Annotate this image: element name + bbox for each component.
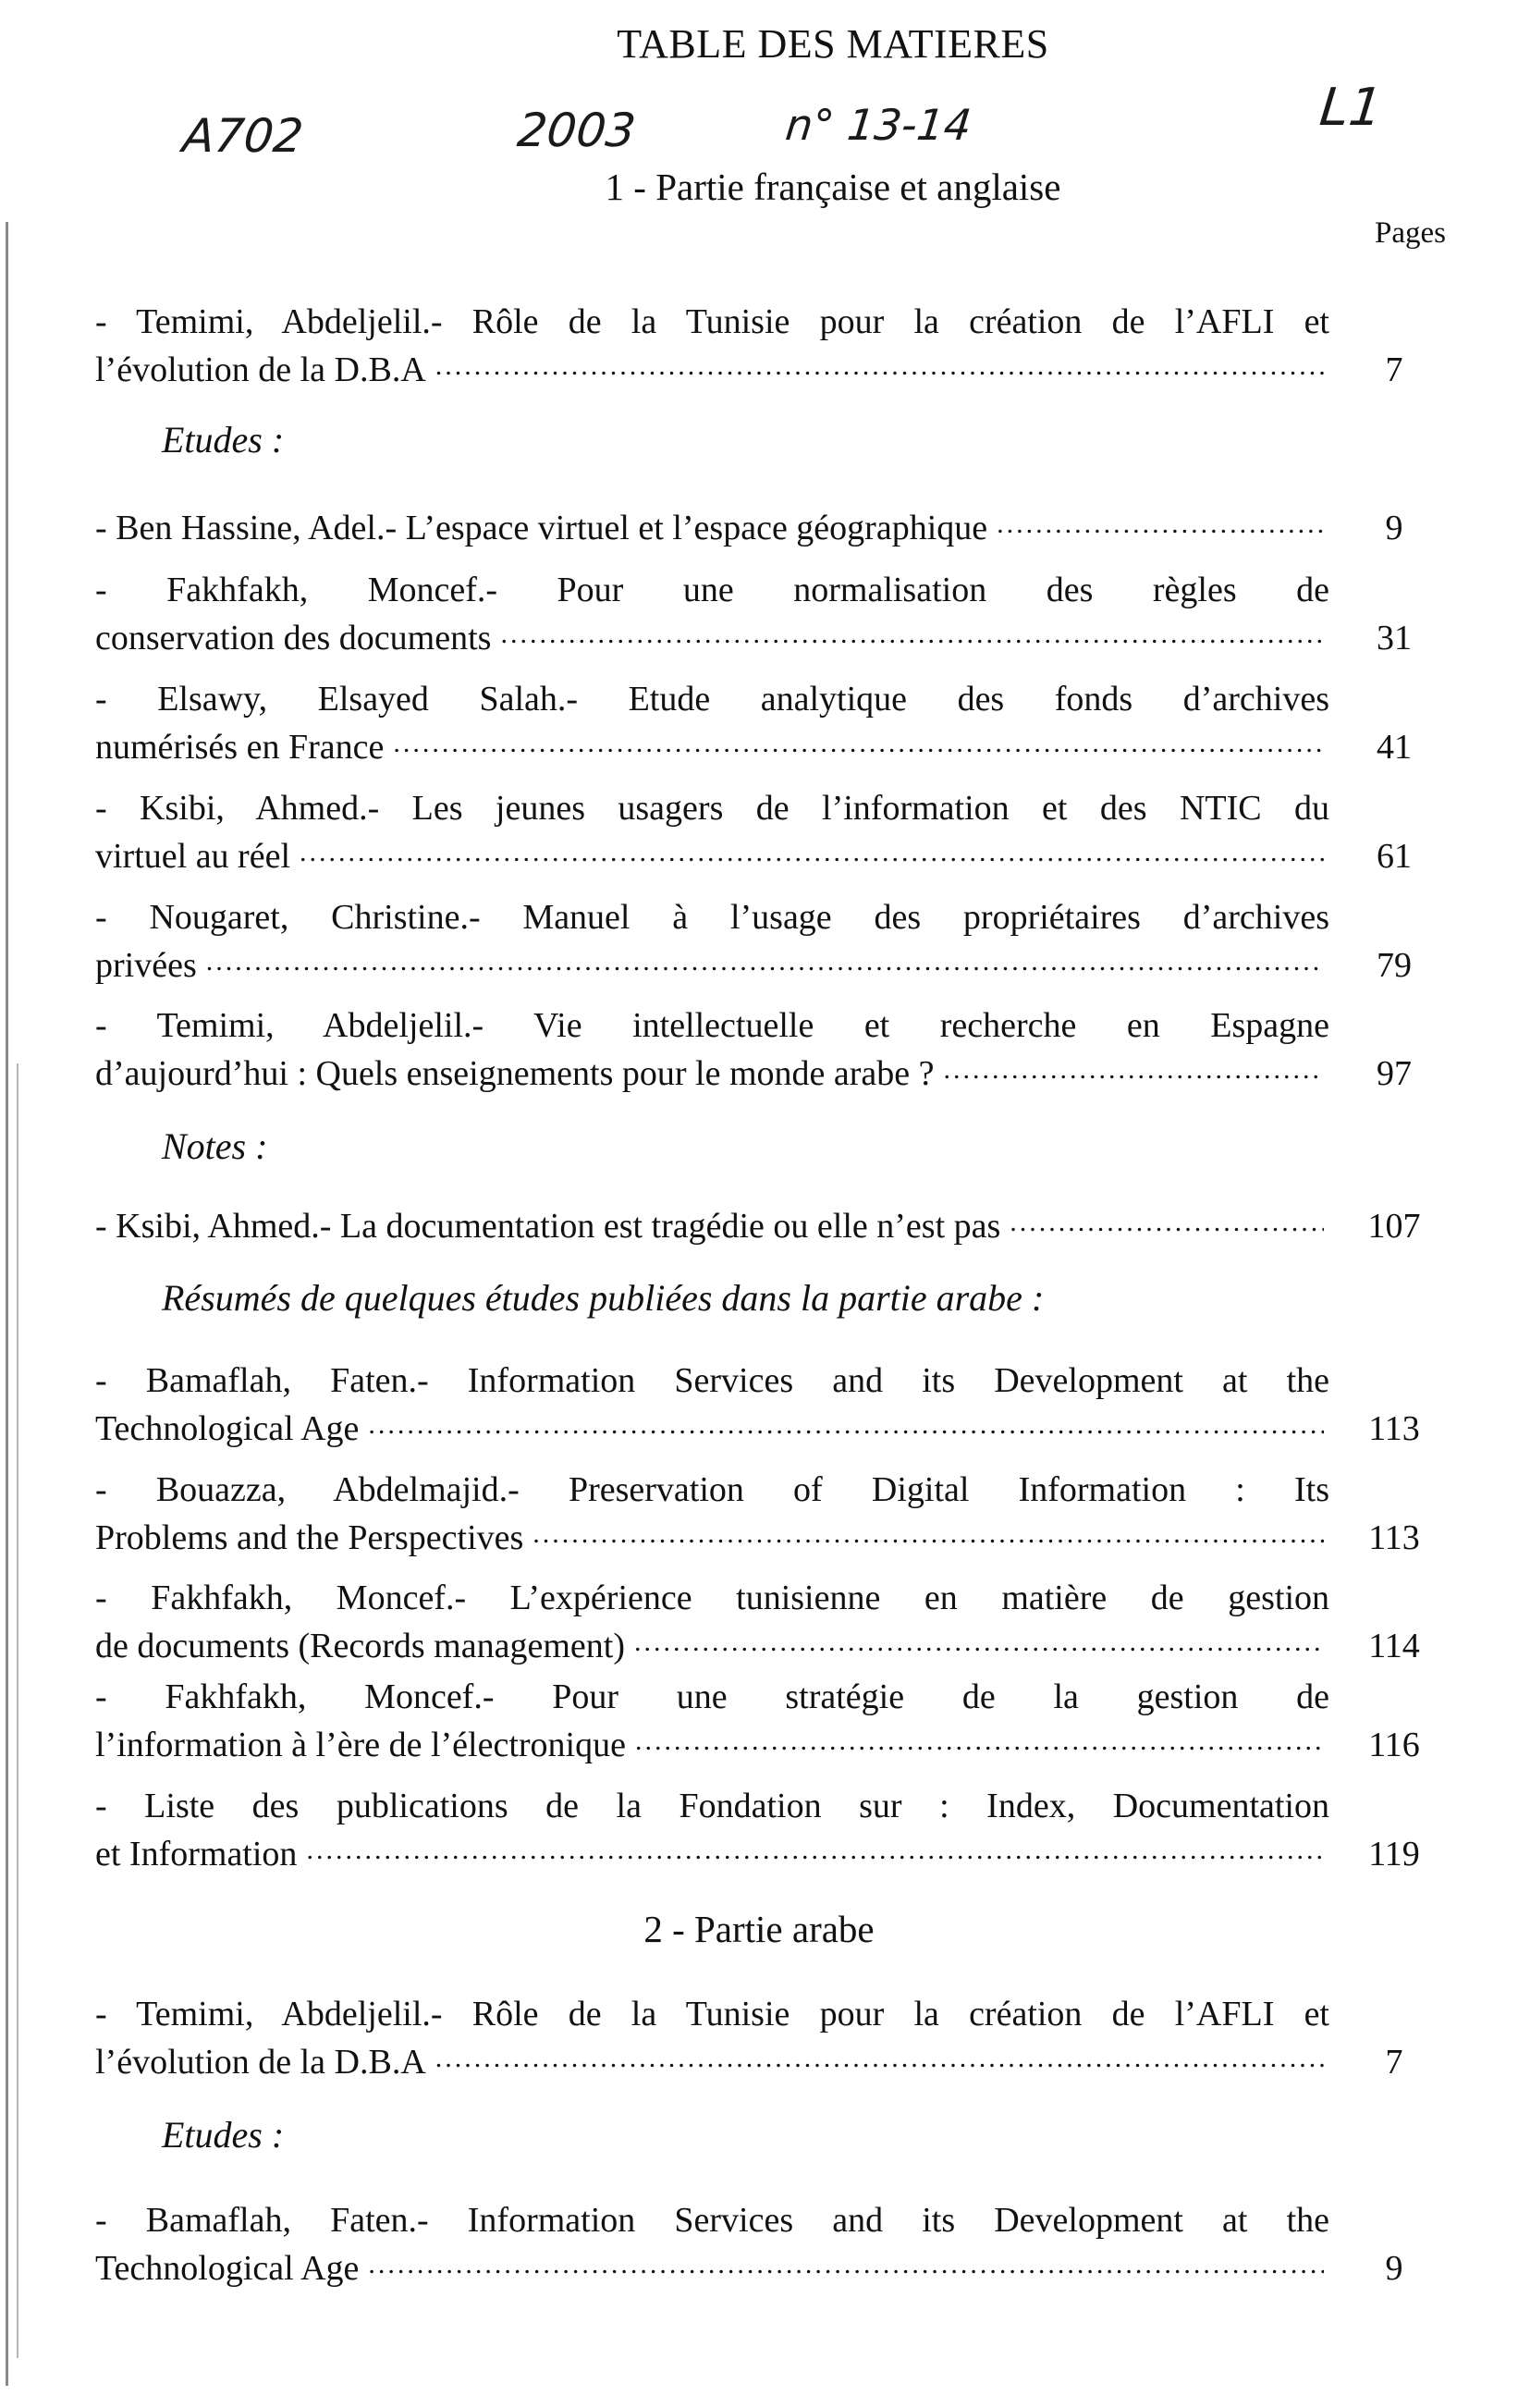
leader-dots: [306, 1830, 1324, 1878]
entry-title-line: l’évolution de la D.B.A: [95, 2043, 426, 2082]
leader-dots: [500, 614, 1324, 662]
page-number: 7: [1385, 2043, 1403, 2082]
toc-entry: [95, 504, 1403, 552]
leader-dots: [368, 2244, 1324, 2292]
toc-entry: [95, 893, 1412, 989]
heading-etudes-part2: Etudes :: [162, 2114, 285, 2156]
entry-title-line: - Nougaret, Christine.- Manuel à l’usage des propriétaires d’archives: [95, 898, 1329, 937]
page-number: 79: [1377, 946, 1412, 985]
entry-title-line: privées: [95, 946, 197, 985]
entry-title-line: Problems and the Perspectives: [95, 1518, 524, 1557]
entry-title-line: - Temimi, Abdeljelil.- Vie intellectuelle et recherche en Espagne: [95, 1006, 1329, 1045]
page-number: 119: [1368, 1835, 1420, 1874]
page-number: 107: [1367, 1207, 1421, 1246]
toc-entry: [95, 1466, 1420, 1562]
entry-title-line: de documents (Records management): [95, 1627, 625, 1665]
leader-dots: [300, 832, 1324, 880]
entry-title-line: - Temimi, Abdeljelil.- Rôle de la Tunisie pour la création de l’AFLI et: [95, 1995, 1329, 2033]
toc-entry: [95, 2196, 1403, 2292]
heading-resumes: Résumés de quelques études publiées dans la partie arabe :: [162, 1277, 1045, 1319]
leader-dots: [635, 1721, 1324, 1769]
page-title: TABLE DES MATIERES: [617, 21, 1049, 67]
entry-title-line: Technological Age: [95, 1409, 360, 1448]
entry-title-line: - Liste des publications de la Fondation sur : Index, Documentation: [95, 1787, 1329, 1825]
leader-dots: [1010, 1202, 1324, 1250]
toc-entry: [95, 1673, 1420, 1769]
entry-title-line: conservation des documents: [95, 619, 492, 657]
leader-dots: [634, 1622, 1324, 1670]
entry-title-line: - Bouazza, Abdelmajid.- Preservation of Digital Information : Its: [95, 1470, 1329, 1509]
page-number: 113: [1368, 1409, 1420, 1448]
toc-entry: [95, 566, 1412, 662]
entry-title-line: - Fakhfakh, Moncef.- Pour une stratégie de la gestion de: [95, 1677, 1329, 1716]
entry-title-line: l’information à l’ère de l’électronique: [95, 1726, 626, 1764]
entry-title-line: l’évolution de la D.B.A: [95, 350, 426, 389]
leader-dots: [944, 1050, 1325, 1098]
leader-dots: [533, 1514, 1324, 1562]
entry-title-line: - Ksibi, Ahmed.- Les jeunes usagers de l’information et des NTIC du: [95, 789, 1329, 828]
page-number: 9: [1385, 2249, 1403, 2288]
page-number: 116: [1368, 1726, 1420, 1764]
page-number: 113: [1368, 1518, 1420, 1557]
entry-title-line: - Elsawy, Elsayed Salah.- Etude analytique des fonds d’archives: [95, 680, 1329, 719]
leader-dots: [393, 723, 1324, 771]
leader-dots: [206, 941, 1324, 989]
handwritten-note: n° 13-14: [783, 100, 974, 150]
heading-etudes: Etudes :: [162, 419, 285, 461]
toc-entry: [95, 1782, 1420, 1878]
toc-entry: [95, 1202, 1421, 1250]
page-number: 9: [1385, 509, 1403, 547]
entry-title-line: - Bamaflah, Faten.- Information Services and its Development at the: [95, 2201, 1329, 2240]
binding-line: [17, 1063, 18, 2358]
entry-title-line: numérisés en France: [95, 728, 385, 767]
leader-dots: [997, 504, 1324, 552]
pages-column-label: Pages: [1375, 216, 1446, 250]
handwritten-note: A702: [179, 109, 306, 163]
page-number: 114: [1368, 1627, 1420, 1665]
heading-notes: Notes :: [162, 1125, 268, 1167]
entry-title-line: virtuel au réel: [95, 837, 291, 876]
entry-title-line: et Information: [95, 1835, 298, 1874]
page-number: 61: [1377, 837, 1412, 876]
handwritten-note: L1: [1316, 78, 1386, 138]
page-number: 7: [1385, 350, 1403, 389]
entry-title-line: - Fakhfakh, Moncef.- Pour une normalisation des règles de: [95, 571, 1329, 609]
toc-entry: [95, 1357, 1420, 1453]
leader-dots: [435, 346, 1324, 394]
page-number: 41: [1377, 728, 1412, 767]
handwritten-note: 2003: [514, 104, 639, 157]
leader-dots: [368, 1405, 1324, 1453]
toc-entry: [95, 1990, 1403, 2086]
toc-entry: [95, 1001, 1412, 1098]
section-title-part2: 2 - Partie arabe: [643, 1908, 875, 1950]
toc-entry: [95, 784, 1412, 880]
entry-title-line: - Temimi, Abdeljelil.- Rôle de la Tunisie pour la création de l’AFLI et: [95, 302, 1329, 341]
page-binding-edge: [0, 0, 28, 2408]
toc-entry: [95, 675, 1412, 771]
page-number: 31: [1377, 619, 1412, 657]
toc-entry: [95, 298, 1403, 394]
section-title-part1: 1 - Partie française et anglaise: [605, 166, 1061, 208]
entry-title-line: - Bamaflah, Faten.- Information Services and its Development at the: [95, 1361, 1329, 1400]
entry-title-line: Technological Age: [95, 2249, 360, 2288]
entry-title-line: - Ben Hassine, Adel.- L’espace virtuel et l’espace géographique: [95, 509, 988, 547]
entry-title-line: d’aujourd’hui : Quels enseignements pour le monde arabe ?: [95, 1054, 935, 1093]
entry-title-line: - Ksibi, Ahmed.- La documentation est tragédie ou elle n’est pas: [95, 1207, 1001, 1246]
toc-entry: [95, 1574, 1420, 1670]
leader-dots: [435, 2038, 1324, 2086]
binding-line: [6, 222, 8, 2386]
page-number: 97: [1377, 1054, 1412, 1093]
entry-title-line: - Fakhfakh, Moncef.- L’expérience tunisienne en matière de gestion: [95, 1579, 1329, 1617]
